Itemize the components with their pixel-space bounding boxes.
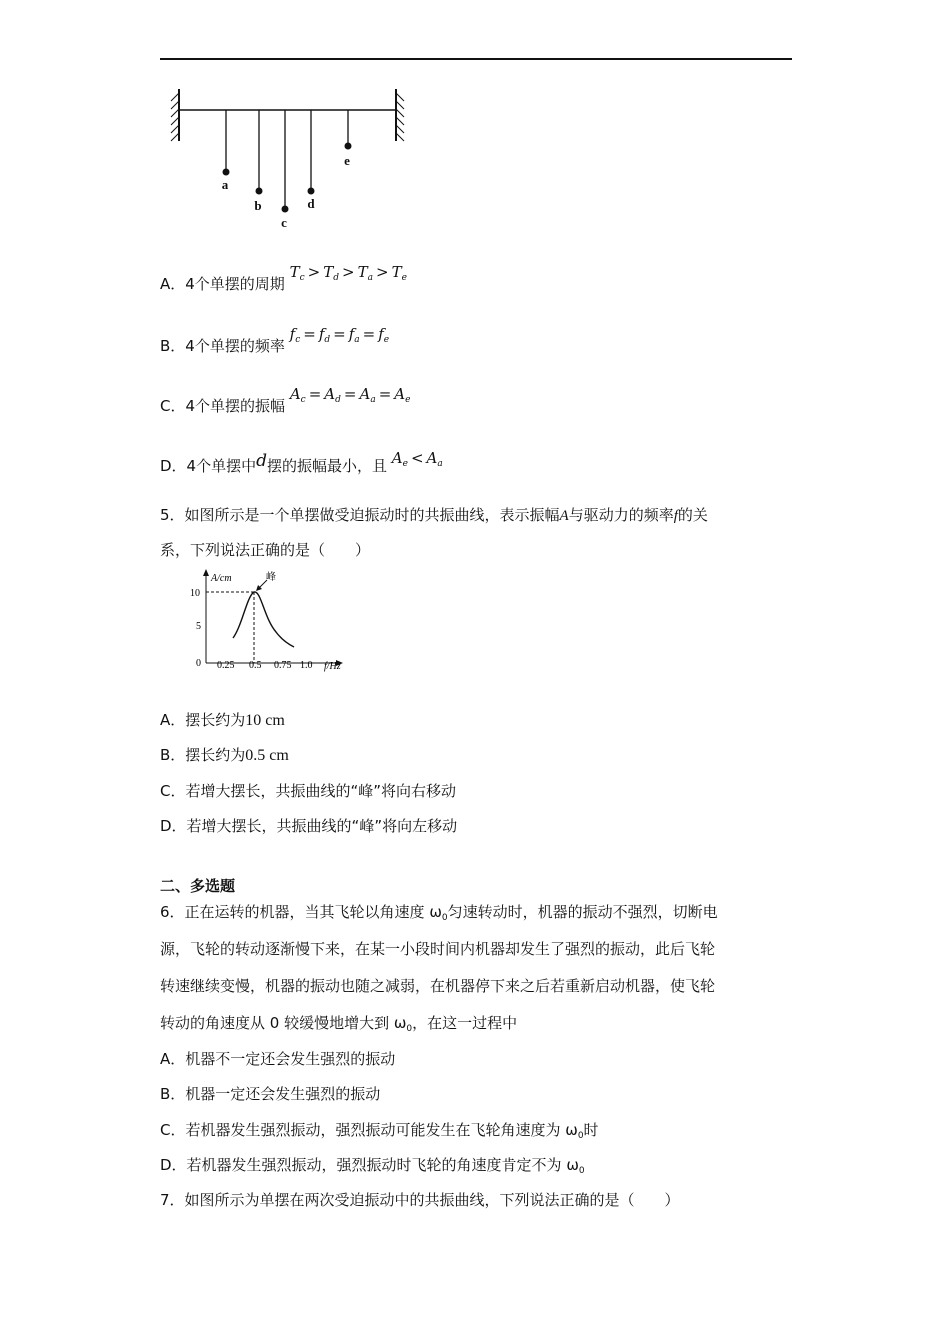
q5-option-a: A．摆长约为10 cm — [160, 711, 285, 729]
bob-c — [282, 206, 289, 213]
q6-stem-line4: 转动的角速度从 0 较缓慢地增大到 $\omega_0$，在这一过程中 — [160, 1014, 518, 1034]
q4-option-c: C．4个单摆的振幅 $A_c = A_d = A_a = A_e$ — [160, 385, 411, 415]
q4-option-b: B．4个单摆的频率 $f_c = f_d = f_a = f_e$ — [160, 325, 390, 355]
q4-option-d-expr: $A_e < A_a$ — [391, 449, 443, 469]
q6-option-c: C．若机器发生强烈振动，强烈振动可能发生在飞轮角速度为 $\omega_0$时 — [160, 1121, 599, 1141]
q5-stem-line1: 5．如图所示是一个单摆做受迫振动时的共振曲线，表示振幅A与驱动力的频率f的关 — [160, 506, 708, 524]
q6-stem-line2: 源，飞轮的转动逐渐慢下来，在某一小段时间内机器却发生了强烈的振动，此后飞轮 — [160, 940, 716, 958]
x-tick-0.25: 0.25 — [217, 660, 235, 671]
header-rule — [160, 58, 792, 60]
q6-option-b: B．机器一定还会发生强烈的振动 — [160, 1085, 381, 1103]
x-axis-label: f/Hz — [324, 661, 341, 672]
pendulum-figure — [165, 85, 425, 235]
bob-a — [223, 169, 230, 176]
resonance-chart — [190, 568, 360, 678]
q6-option-d: D．若机器发生强烈振动，强烈振动时飞轮的角速度肯定不为 $\omega_0$ — [160, 1156, 585, 1176]
label-e: e — [344, 153, 350, 168]
x-tick-1.0: 1.0 — [300, 660, 313, 671]
q5-option-d: D．若增大摆长，共振曲线的“峰”将向左移动 — [160, 817, 458, 835]
x-tick-0.5: 0.5 — [249, 660, 262, 671]
q5-option-b: B．摆长约为0.5 cm — [160, 746, 289, 764]
q7-stem: 7．如图所示为单摆在两次受迫振动中的共振曲线，下列说法正确的是（ ） — [160, 1191, 680, 1209]
q6-option-a: A．机器不一定还会发生强烈的振动 — [160, 1050, 396, 1068]
resonance-curve — [233, 592, 294, 647]
label-b: b — [254, 198, 262, 213]
q5-stem-line2: 系，下列说法正确的是（ ） — [160, 541, 371, 559]
label-a: a — [221, 177, 229, 192]
q4-option-a: A．4个单摆的周期 $T_c > T_d > T_a > T_e$ — [160, 263, 407, 293]
q4-option-b-expr: $f_c = f_d = f_a = f_e$ — [289, 325, 390, 345]
bob-b — [256, 188, 263, 195]
q6-stem-line1: 6．正在运转的机器，当其飞轮以角速度 $\omega_0$匀速转动时，机器的振动不强烈，切断电 — [160, 903, 718, 923]
q5-option-c: C．若增大摆长，共振曲线的“峰”将向右移动 — [160, 782, 457, 800]
y-tick-10: 10 — [190, 588, 200, 599]
q4-option-d: D．4个单摆中d摆的振幅最小，且 $A_e < A_a$ — [160, 449, 443, 475]
peak-label: 峰 — [266, 572, 276, 583]
y-tick-5: 5 — [196, 621, 201, 632]
q4-option-c-expr: $A_c = A_d = A_a = A_e$ — [289, 385, 411, 405]
y-axis-label: A/cm — [211, 573, 232, 584]
bob-d — [308, 188, 315, 195]
label-c: c — [281, 215, 287, 230]
section-title-multi-choice: 二、多选题 — [160, 877, 236, 895]
q6-stem-line3: 转速继续变慢，机器的振动也随之减弱，在机器停下来之后若重新启动机器，使飞轮 — [160, 977, 716, 995]
label-d: d — [307, 196, 315, 211]
q4-option-a-expr: $T_c > T_d > T_a > T_e$ — [289, 263, 407, 283]
x-tick-0.75: 0.75 — [274, 660, 292, 671]
y-tick-0: 0 — [196, 658, 201, 669]
bob-e — [345, 143, 352, 150]
